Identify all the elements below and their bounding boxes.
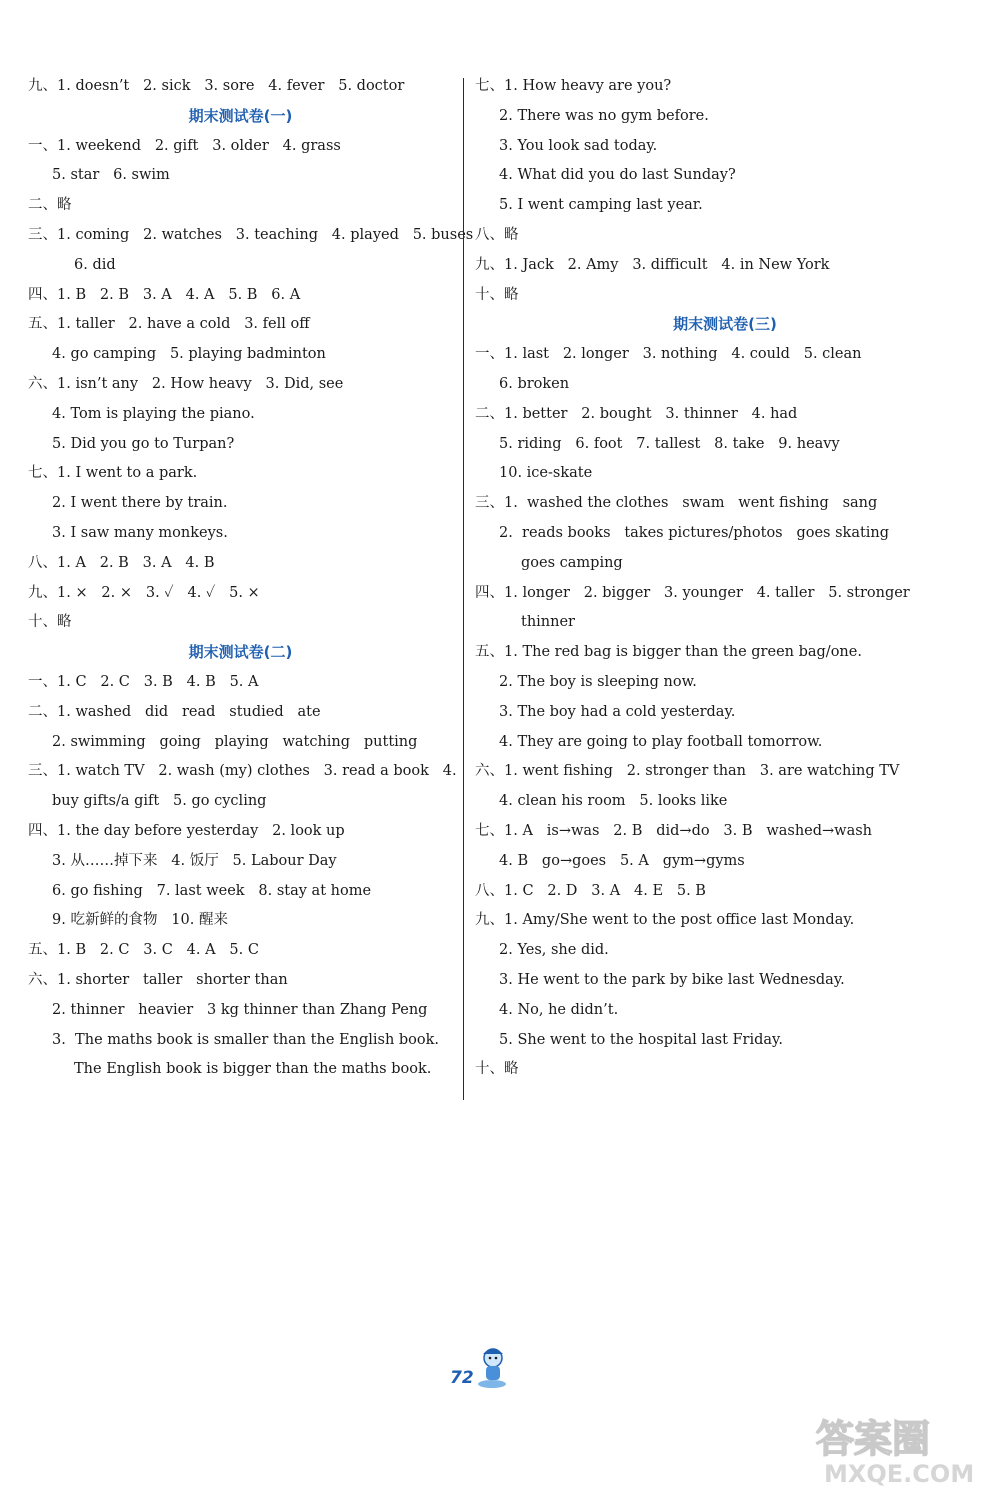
answer-line: goes camping xyxy=(521,554,623,571)
section-heading: 期末测试卷(三) xyxy=(673,315,777,334)
answer-line: 二、1. better 2. bought 3. thinner 4. had xyxy=(475,405,798,422)
answer-line: 四、1. longer 2. bigger 3. younger 4. taller 5. stronger xyxy=(475,584,910,601)
answer-line: 六、1. went fishing 2. stronger than 3. are watching TV xyxy=(475,763,900,780)
answer-line: 2. thinner heavier 3 kg thinner than Zhang Peng xyxy=(52,1001,428,1018)
answer-line: 一、1. weekend 2. gift 3. older 4. grass xyxy=(28,137,341,154)
watermark-title: 答案圈 xyxy=(816,1417,931,1461)
answer-line: 9. 吃新鲜的食物 10. 醒来 xyxy=(52,912,228,929)
answer-line: 九、1. Jack 2. Amy 3. difficult 4. in New York xyxy=(475,256,830,273)
answer-line: 七、1. How heavy are you? xyxy=(475,78,672,94)
answer-line: 6. broken xyxy=(499,375,570,392)
mascot-icon xyxy=(472,1344,512,1390)
answer-line: 4. No, he didn’t. xyxy=(499,1001,619,1018)
answer-line: 九、1. × 2. × 3. ✓ 4. ✓ 5. × xyxy=(28,584,260,601)
answer-line: 四、1. B 2. B 3. A 4. A 5. B 6. A xyxy=(28,286,301,303)
section-heading: 期末测试卷(一) xyxy=(188,106,293,125)
answer-line: buy gifts/a gift 5. go cycling xyxy=(52,793,267,810)
left-answer-column xyxy=(28,72,474,1085)
answer-line: 2. swimming going playing watching putting xyxy=(52,733,418,750)
answer-line: 2. The boy is sleeping now. xyxy=(499,673,697,690)
answer-line: 3. 从……掉下来 4. 饭厅 5. Labour Day xyxy=(52,852,337,869)
answer-line: 九、1. doesn’t 2. sick 3. sore 4. fever 5. doctor xyxy=(28,78,405,94)
answer-line: 4. What did you do last Sunday? xyxy=(499,167,736,184)
answer-line: 八、1. C 2. D 3. A 4. E 5. B xyxy=(475,882,706,899)
answer-line: The English book is bigger than the maths book. xyxy=(74,1061,432,1078)
answer-line: 一、1. last 2. longer 3. nothing 4. could 5. clean xyxy=(475,346,862,363)
answer-line: 3. The boy had a cold yesterday. xyxy=(499,703,736,720)
answer-line: 三、1. coming 2. watches 3. teaching 4. played 5. buses xyxy=(28,226,474,243)
answer-line: 6. did xyxy=(74,256,116,273)
answer-line: 4. Tom is playing the piano. xyxy=(52,405,255,422)
answer-line: 10. ice-skate xyxy=(499,465,593,482)
answer-line: thinner xyxy=(521,614,575,631)
answer-line: 七、1. A is→was 2. B did→do 3. B washed→wash xyxy=(475,822,873,839)
answer-line: 五、1. B 2. C 3. C 4. A 5. C xyxy=(28,942,259,959)
answer-line: 4. go camping 5. playing badminton xyxy=(52,346,326,363)
answer-line: 2. Yes, she did. xyxy=(499,942,609,959)
answer-line: 6. go fishing 7. last week 8. stay at home xyxy=(52,882,372,899)
answer-line: 四、1. the day before yesterday 2. look up xyxy=(28,822,345,839)
answer-line: 3. The maths book is smaller than the English book. xyxy=(52,1031,440,1048)
answer-line: 5. Did you go to Turpan? xyxy=(52,435,235,452)
answer-line: 5. I went camping last year. xyxy=(499,197,703,214)
answer-line: 3. He went to the park by bike last Wednesday. xyxy=(499,971,845,988)
answer-line: 十、略 xyxy=(475,286,519,303)
answer-line: 4. They are going to play football tomorrow. xyxy=(499,733,823,750)
answer-line: 3. I saw many monkeys. xyxy=(52,524,228,541)
answer-line: 2. I went there by train. xyxy=(52,495,228,512)
answer-line: 六、1. shorter taller shorter than xyxy=(28,971,288,988)
answer-line: 二、1. washed did read studied ate xyxy=(28,703,321,720)
page-number: 72 xyxy=(450,1368,474,1388)
answer-line: 3. You look sad today. xyxy=(499,137,658,154)
answer-line: 5. riding 6. foot 7. tallest 8. take 9. heavy xyxy=(499,435,840,452)
answer-line: 三、1. washed the clothes swam went fishing sang xyxy=(475,495,878,512)
answer-line: 5. She went to the hospital last Friday. xyxy=(499,1031,783,1048)
answer-line: 七、1. I went to a park. xyxy=(28,465,198,482)
section-heading: 期末测试卷(二) xyxy=(188,643,293,662)
watermark-logo xyxy=(810,1408,990,1488)
column-divider xyxy=(463,78,464,1100)
answer-line: 八、略 xyxy=(475,226,519,243)
answer-line: 2. There was no gym before. xyxy=(499,107,709,124)
answer-line: 六、1. isn’t any 2. How heavy 3. Did, see xyxy=(28,375,344,392)
answer-line: 2. reads books takes pictures/photos goes skating xyxy=(499,524,890,541)
answer-line: 九、1. Amy/She went to the post office last Monday. xyxy=(475,912,855,929)
right-answer-column xyxy=(475,72,975,1085)
answer-line: 4. B go→goes 5. A gym→gyms xyxy=(499,852,745,869)
answer-line: 十、略 xyxy=(475,1061,519,1078)
answer-line: 5. star 6. swim xyxy=(52,167,170,184)
answer-line: 二、略 xyxy=(28,197,72,214)
answer-line: 三、1. watch TV 2. wash (my) clothes 3. read a book 4. xyxy=(28,763,457,780)
answer-line: 十、略 xyxy=(28,614,72,631)
answer-line: 五、1. taller 2. have a cold 3. fell off xyxy=(28,316,310,333)
watermark-url: MXQE.COM xyxy=(824,1460,975,1488)
answer-line: 八、1. A 2. B 3. A 4. B xyxy=(28,554,215,571)
answer-line: 一、1. C 2. C 3. B 4. B 5. A xyxy=(28,673,259,690)
answer-line: 4. clean his room 5. looks like xyxy=(499,793,728,810)
answer-line: 五、1. The red bag is bigger than the green bag/one. xyxy=(475,644,862,661)
